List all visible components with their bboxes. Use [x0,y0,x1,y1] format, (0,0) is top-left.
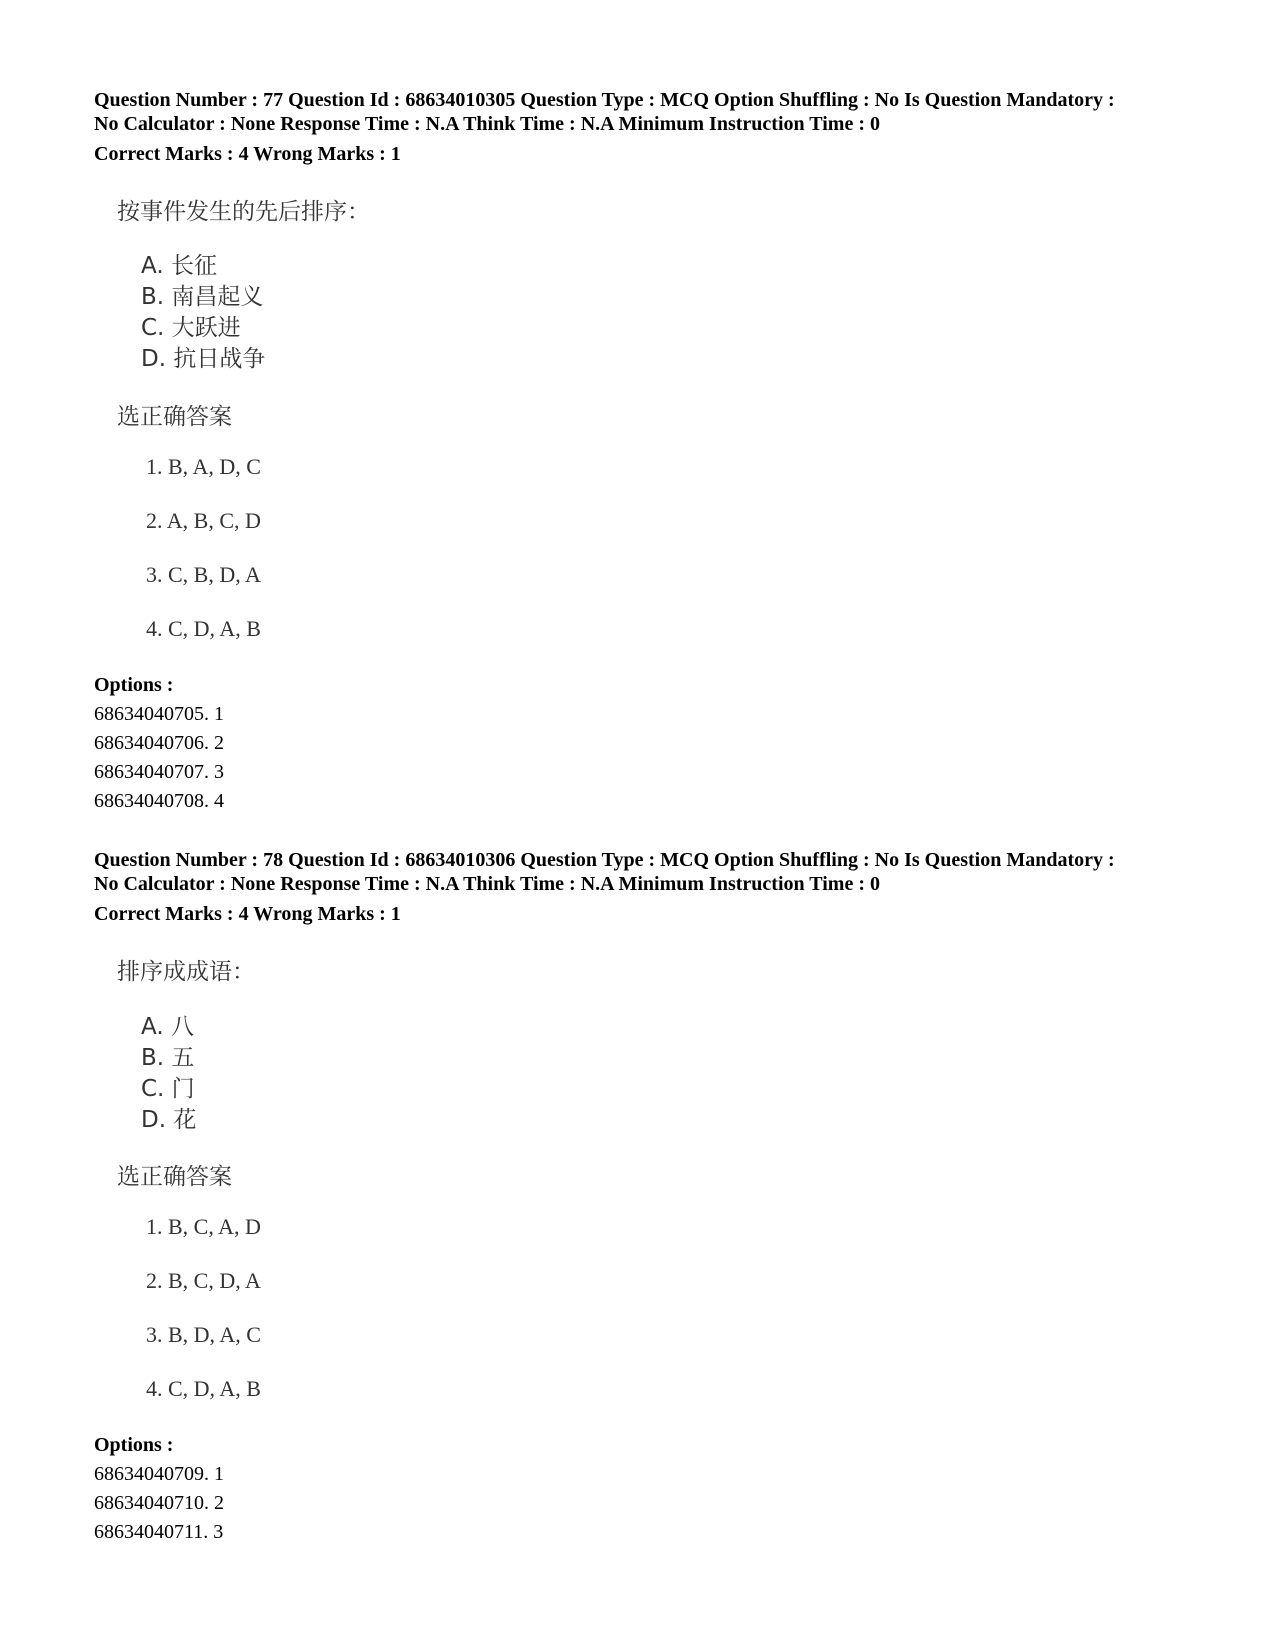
question-prompt: 按事件发生的先后排序： [117,199,370,225]
option-row: 68634040707. 3 [94,761,224,783]
option-row: 68634040705. 1 [94,703,224,725]
answer-choice: 2. A, B, C, D [146,508,261,533]
sequence-item: A. 长征 [141,253,217,279]
sequence-item: A. 八 [141,1014,194,1040]
question-meta-line2: No Calculator : None Response Time : N.A Think Time : N.A Minimum Instruction Time : 0 [94,873,880,895]
question-marks: Correct Marks : 4 Wrong Marks : 1 [94,903,401,925]
option-row: 68634040708. 4 [94,790,224,812]
option-row: 68634040711. 3 [94,1521,224,1543]
sequence-item: B. 五 [141,1045,195,1071]
option-row: 68634040710. 2 [94,1492,224,1514]
select-answer-prompt: 选正确答案 [117,1164,232,1190]
sequence-item: B. 南昌起义 [141,284,264,310]
options-heading: Options : [94,674,174,696]
answer-choice: 3. C, B, D, A [146,562,261,587]
option-row: 68634040706. 2 [94,732,224,754]
question-meta-line1: Question Number : 77 Question Id : 68634010305 Question Type : MCQ Option Shuffling : No Is Question Mandatory : [94,89,1115,111]
answer-choice: 2. B, C, D, A [146,1268,261,1293]
answer-choice: 4. C, D, A, B [146,1376,261,1401]
sequence-item: D. 花 [141,1107,197,1133]
option-row: 68634040709. 1 [94,1463,224,1485]
question-marks: Correct Marks : 4 Wrong Marks : 1 [94,143,401,165]
sequence-item: D. 抗日战争 [141,346,266,372]
question-78-meta [94,848,1234,896]
select-answer-prompt: 选正确答案 [117,404,232,430]
answer-choice: 1. B, C, A, D [146,1214,261,1239]
options-heading: Options : [94,1434,174,1456]
answer-choice: 1. B, A, D, C [146,454,261,479]
question-meta-line1: Question Number : 78 Question Id : 68634010306 Question Type : MCQ Option Shuffling : No Is Question Mandatory : [94,849,1115,871]
answer-choice: 3. B, D, A, C [146,1322,261,1347]
sequence-item: C. 大跃进 [141,315,241,341]
question-meta-line2: No Calculator : None Response Time : N.A Think Time : N.A Minimum Instruction Time : 0 [94,113,880,135]
sequence-item: C. 门 [141,1076,195,1102]
question-77-meta [94,88,1234,136]
answer-choice: 4. C, D, A, B [146,616,261,641]
question-prompt: 排序成成语： [117,959,255,985]
